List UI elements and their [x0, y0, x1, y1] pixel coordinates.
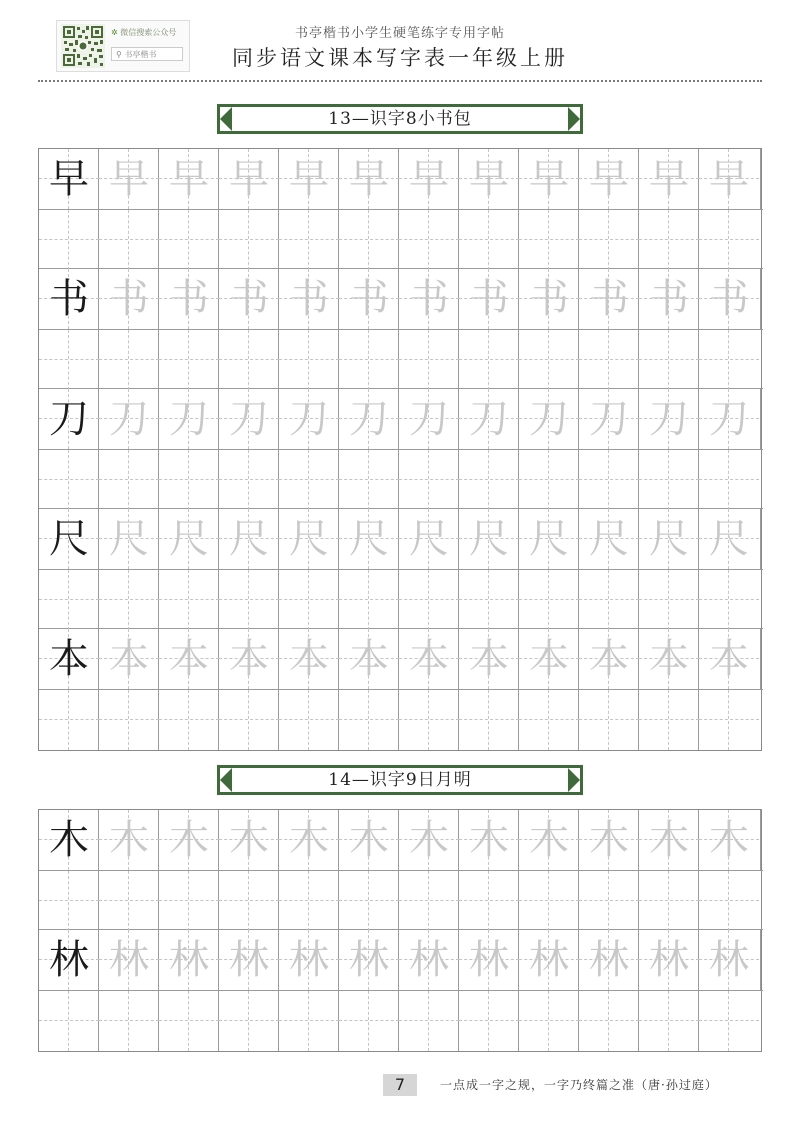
trace-character: 刀 [109, 396, 149, 442]
trace-character: 林 [649, 937, 689, 983]
practice-grid-2 [38, 809, 762, 1052]
trace-character-cell [519, 930, 579, 990]
blank-writing-cell[interactable] [579, 330, 639, 390]
blank-writing-cell[interactable] [519, 570, 579, 630]
model-character: 本 [49, 636, 89, 682]
trace-character: 书 [469, 276, 509, 322]
blank-writing-cell[interactable] [519, 991, 579, 1051]
trace-character-cell [159, 509, 219, 569]
trace-character-cell [159, 810, 219, 870]
blank-writing-cell[interactable] [579, 991, 639, 1051]
blank-writing-cell[interactable] [639, 991, 699, 1051]
trace-character: 木 [709, 817, 749, 863]
trace-character-cell [459, 930, 519, 990]
blank-writing-cell[interactable] [279, 330, 339, 390]
trace-character: 刀 [349, 396, 389, 442]
blank-writing-cell[interactable] [459, 871, 519, 931]
trace-character: 木 [229, 817, 269, 863]
trace-character: 早 [169, 156, 209, 202]
section-heading: 14—识字9日月明 [328, 770, 472, 790]
practice-row [39, 810, 761, 930]
trace-character: 尺 [529, 516, 569, 562]
blank-writing-cell[interactable] [639, 871, 699, 931]
trace-character: 林 [229, 937, 269, 983]
model-character: 书 [49, 276, 89, 322]
trace-character: 林 [529, 937, 569, 983]
trace-character-cell [339, 389, 399, 449]
trace-character-cell [399, 269, 459, 329]
blank-writing-cell[interactable] [219, 570, 279, 630]
trace-character-cell [399, 930, 459, 990]
blank-writing-cell[interactable] [339, 450, 399, 510]
trace-character: 木 [409, 817, 449, 863]
wechat-label [111, 27, 176, 38]
blank-writing-cell[interactable] [99, 450, 159, 510]
trace-character: 刀 [289, 396, 329, 442]
blank-writing-cell[interactable] [339, 570, 399, 630]
trace-character: 本 [289, 636, 329, 682]
trace-character-cell [99, 930, 159, 990]
trace-character-cell [399, 389, 459, 449]
trace-character-cell [159, 930, 219, 990]
blank-writing-cell[interactable] [579, 690, 639, 750]
blank-writing-cell[interactable] [639, 690, 699, 750]
page-header [0, 0, 800, 84]
trace-character-cell [639, 629, 699, 689]
search-icon: ⚲ [116, 50, 122, 59]
trace-character: 木 [169, 817, 209, 863]
trace-character: 木 [649, 817, 689, 863]
trace-character: 早 [469, 156, 509, 202]
trace-character-cell [159, 629, 219, 689]
trace-character: 书 [709, 276, 749, 322]
trace-character: 木 [349, 817, 389, 863]
trace-character: 本 [529, 636, 569, 682]
practice-row [39, 629, 761, 749]
trace-character: 木 [109, 817, 149, 863]
trace-character-cell [219, 930, 279, 990]
page-number: 7 [383, 1074, 417, 1096]
trace-character: 本 [409, 636, 449, 682]
blank-writing-cell[interactable] [639, 570, 699, 630]
footer-quote: 一点成一字之规，一字乃终篇之准（唐·孙过庭） [440, 1078, 718, 1092]
blank-writing-cell[interactable] [159, 871, 219, 931]
trace-character-cell [519, 810, 579, 870]
section-banner-2 [217, 765, 583, 795]
trace-character: 刀 [469, 396, 509, 442]
blank-writing-cell[interactable] [279, 210, 339, 270]
blank-writing-cell[interactable] [279, 570, 339, 630]
blank-writing-cell[interactable] [339, 690, 399, 750]
trace-character-cell [699, 930, 761, 990]
blank-writing-cell[interactable] [339, 871, 399, 931]
trace-character-cell [519, 629, 579, 689]
trace-character-cell [219, 149, 279, 209]
trace-character-cell [99, 149, 159, 209]
trace-character: 木 [469, 817, 509, 863]
practice-row [39, 930, 761, 1050]
blank-writing-row [39, 569, 763, 629]
blank-writing-cell[interactable] [279, 871, 339, 931]
blank-writing-cell[interactable] [159, 690, 219, 750]
trace-character-cell [579, 629, 639, 689]
blank-writing-row [39, 329, 763, 389]
blank-writing-cell[interactable] [159, 210, 219, 270]
trace-character-cell [579, 389, 639, 449]
blank-writing-cell[interactable] [519, 450, 579, 510]
model-character: 刀 [49, 396, 89, 442]
wechat-label-text: 微信搜索公众号 [120, 28, 177, 37]
trace-character: 木 [529, 817, 569, 863]
trace-character: 尺 [469, 516, 509, 562]
blank-writing-cell[interactable] [219, 450, 279, 510]
trace-character: 林 [469, 937, 509, 983]
blank-writing-cell[interactable] [519, 871, 579, 931]
practice-grid-1 [38, 148, 762, 751]
blank-writing-row [39, 870, 763, 930]
trace-character: 林 [409, 937, 449, 983]
blank-writing-cell[interactable] [699, 330, 759, 390]
blank-writing-cell[interactable] [279, 991, 339, 1051]
blank-writing-cell[interactable] [399, 450, 459, 510]
blank-writing-cell[interactable] [279, 450, 339, 510]
trace-character: 木 [589, 817, 629, 863]
trace-character-cell [279, 149, 339, 209]
wechat-logo-icon: ✲ [111, 28, 118, 37]
page-title: 同步语文课本写字表一年级上册 [232, 46, 568, 70]
trace-character: 本 [649, 636, 689, 682]
practice-row [39, 389, 761, 509]
trace-character-cell [699, 509, 761, 569]
blank-writing-cell[interactable] [519, 330, 579, 390]
trace-character: 尺 [589, 516, 629, 562]
blank-writing-cell[interactable] [699, 210, 759, 270]
blank-writing-cell[interactable] [219, 991, 279, 1051]
blank-writing-row [39, 689, 763, 749]
trace-character-cell [279, 810, 339, 870]
trace-character: 刀 [589, 396, 629, 442]
trace-character-cell [219, 629, 279, 689]
trace-character-cell [519, 509, 579, 569]
trace-character: 本 [169, 636, 209, 682]
trace-character-cell [399, 509, 459, 569]
blank-writing-cell[interactable] [699, 690, 759, 750]
blank-writing-cell[interactable] [459, 450, 519, 510]
practice-row [39, 269, 761, 389]
blank-writing-cell[interactable] [99, 991, 159, 1051]
trace-character: 林 [289, 937, 329, 983]
model-character-cell [39, 389, 99, 449]
blank-writing-cell[interactable] [219, 690, 279, 750]
blank-writing-cell[interactable] [99, 210, 159, 270]
blank-writing-cell[interactable] [699, 991, 759, 1051]
model-character-cell [39, 629, 99, 689]
trace-character: 本 [229, 636, 269, 682]
trace-character: 书 [409, 276, 449, 322]
trace-character-cell [159, 389, 219, 449]
blank-writing-cell[interactable] [279, 690, 339, 750]
trace-character: 尺 [229, 516, 269, 562]
trace-character: 木 [289, 817, 329, 863]
trace-character: 书 [589, 276, 629, 322]
trace-character-cell [339, 810, 399, 870]
trace-character-cell [459, 269, 519, 329]
trace-character: 书 [229, 276, 269, 322]
trace-character-cell [339, 509, 399, 569]
trace-character: 尺 [649, 516, 689, 562]
trace-character-cell [339, 269, 399, 329]
page-subtitle: 书亭楷书小学生硬笔练字专用字帖 [294, 26, 505, 41]
blank-writing-cell[interactable] [159, 330, 219, 390]
blank-writing-cell[interactable] [159, 450, 219, 510]
trace-character: 早 [409, 156, 449, 202]
blank-writing-cell[interactable] [39, 991, 99, 1051]
trace-character: 早 [289, 156, 329, 202]
model-character: 早 [49, 156, 89, 202]
trace-character: 书 [349, 276, 389, 322]
trace-character-cell [279, 509, 339, 569]
trace-character-cell [639, 149, 699, 209]
trace-character: 尺 [349, 516, 389, 562]
trace-character: 早 [349, 156, 389, 202]
blank-writing-cell[interactable] [39, 450, 99, 510]
blank-writing-cell[interactable] [639, 210, 699, 270]
trace-character: 尺 [289, 516, 329, 562]
trace-character: 尺 [409, 516, 449, 562]
trace-character-cell [639, 930, 699, 990]
blank-writing-cell[interactable] [399, 871, 459, 931]
blank-writing-cell[interactable] [399, 330, 459, 390]
trace-character-cell [99, 269, 159, 329]
blank-writing-cell[interactable] [339, 330, 399, 390]
trace-character-cell [399, 810, 459, 870]
trace-character: 尺 [109, 516, 149, 562]
trace-character-cell [639, 269, 699, 329]
trace-character-cell [459, 509, 519, 569]
blank-writing-cell[interactable] [579, 450, 639, 510]
trace-character-cell [699, 810, 761, 870]
trace-character-cell [699, 269, 761, 329]
trace-character-cell [519, 149, 579, 209]
trace-character-cell [279, 269, 339, 329]
trace-character: 刀 [649, 396, 689, 442]
blank-writing-cell[interactable] [99, 330, 159, 390]
blank-writing-cell[interactable] [39, 690, 99, 750]
model-character-cell [39, 269, 99, 329]
trace-character: 林 [169, 937, 209, 983]
trace-character: 林 [349, 937, 389, 983]
trace-character-cell [159, 269, 219, 329]
blank-writing-cell[interactable] [339, 991, 399, 1051]
blank-writing-cell[interactable] [159, 570, 219, 630]
trace-character: 本 [709, 636, 749, 682]
trace-character-cell [699, 149, 761, 209]
blank-writing-cell[interactable] [219, 210, 279, 270]
trace-character: 早 [529, 156, 569, 202]
trace-character-cell [519, 269, 579, 329]
blank-writing-cell[interactable] [399, 570, 459, 630]
blank-writing-cell[interactable] [579, 570, 639, 630]
trace-character: 书 [169, 276, 209, 322]
model-character-cell [39, 810, 99, 870]
blank-writing-cell[interactable] [519, 210, 579, 270]
trace-character-cell [699, 389, 761, 449]
trace-character: 早 [649, 156, 689, 202]
blank-writing-cell[interactable] [699, 450, 759, 510]
trace-character-cell [219, 509, 279, 569]
blank-writing-cell[interactable] [579, 871, 639, 931]
blank-writing-cell[interactable] [219, 871, 279, 931]
trace-character: 刀 [529, 396, 569, 442]
blank-writing-cell[interactable] [579, 210, 639, 270]
trace-character-cell [339, 930, 399, 990]
blank-writing-cell[interactable] [399, 210, 459, 270]
trace-character: 林 [589, 937, 629, 983]
trace-character: 刀 [409, 396, 449, 442]
blank-writing-row [39, 449, 763, 509]
blank-writing-cell[interactable] [159, 991, 219, 1051]
trace-character-cell [219, 810, 279, 870]
model-character: 木 [49, 817, 89, 863]
blank-writing-cell[interactable] [99, 690, 159, 750]
trace-character: 早 [709, 156, 749, 202]
blank-writing-cell[interactable] [699, 570, 759, 630]
blank-writing-cell[interactable] [399, 991, 459, 1051]
qr-code-icon [61, 24, 105, 68]
section-banner-1 [217, 104, 583, 134]
model-character-cell [39, 509, 99, 569]
blank-writing-cell[interactable] [399, 690, 459, 750]
trace-character-cell [459, 149, 519, 209]
wechat-search-box [111, 47, 183, 61]
trace-character: 林 [709, 937, 749, 983]
model-character-cell [39, 149, 99, 209]
trace-character: 书 [529, 276, 569, 322]
trace-character-cell [519, 389, 579, 449]
trace-character-cell [339, 629, 399, 689]
blank-writing-cell[interactable] [39, 330, 99, 390]
blank-writing-cell[interactable] [39, 570, 99, 630]
trace-character-cell [99, 810, 159, 870]
trace-character: 林 [109, 937, 149, 983]
trace-character-cell [399, 149, 459, 209]
blank-writing-cell[interactable] [339, 210, 399, 270]
practice-row [39, 149, 761, 269]
trace-character-cell [399, 629, 459, 689]
trace-character: 刀 [709, 396, 749, 442]
trace-character: 尺 [169, 516, 209, 562]
trace-character-cell [279, 930, 339, 990]
blank-writing-cell[interactable] [459, 210, 519, 270]
trace-character-cell [339, 149, 399, 209]
trace-character-cell [99, 389, 159, 449]
section-heading: 13—识字8小书包 [328, 109, 472, 129]
trace-character: 早 [109, 156, 149, 202]
trace-character-cell [279, 389, 339, 449]
trace-character: 书 [109, 276, 149, 322]
model-character: 林 [49, 937, 89, 983]
blank-writing-cell[interactable] [99, 871, 159, 931]
trace-character: 本 [349, 636, 389, 682]
trace-character-cell [579, 269, 639, 329]
trace-character-cell [99, 629, 159, 689]
blank-writing-cell[interactable] [39, 871, 99, 931]
blank-writing-cell[interactable] [699, 871, 759, 931]
trace-character: 书 [649, 276, 689, 322]
blank-writing-cell[interactable] [39, 210, 99, 270]
blank-writing-row [39, 990, 763, 1050]
model-character: 尺 [49, 516, 89, 562]
search-text: 书亭楷书 [124, 50, 157, 59]
blank-writing-cell[interactable] [459, 991, 519, 1051]
trace-character-cell [459, 810, 519, 870]
blank-writing-cell[interactable] [459, 330, 519, 390]
blank-writing-cell[interactable] [639, 330, 699, 390]
blank-writing-cell[interactable] [519, 690, 579, 750]
trace-character: 本 [109, 636, 149, 682]
trace-character-cell [579, 930, 639, 990]
trace-character: 本 [589, 636, 629, 682]
dotted-divider [38, 80, 762, 82]
blank-writing-row [39, 209, 763, 269]
blank-writing-cell[interactable] [219, 330, 279, 390]
trace-character-cell [459, 389, 519, 449]
blank-writing-cell[interactable] [99, 570, 159, 630]
trace-character-cell [579, 810, 639, 870]
blank-writing-cell[interactable] [459, 570, 519, 630]
trace-character-cell [99, 509, 159, 569]
trace-character: 书 [289, 276, 329, 322]
trace-character: 本 [469, 636, 509, 682]
trace-character: 刀 [169, 396, 209, 442]
trace-character-cell [639, 509, 699, 569]
trace-character-cell [579, 509, 639, 569]
trace-character: 刀 [229, 396, 269, 442]
trace-character-cell [699, 629, 761, 689]
trace-character-cell [459, 629, 519, 689]
blank-writing-cell[interactable] [639, 450, 699, 510]
trace-character-cell [639, 389, 699, 449]
trace-character-cell [219, 389, 279, 449]
trace-character: 尺 [709, 516, 749, 562]
blank-writing-cell[interactable] [459, 690, 519, 750]
practice-row [39, 509, 761, 629]
trace-character-cell [639, 810, 699, 870]
trace-character-cell [219, 269, 279, 329]
trace-character: 早 [589, 156, 629, 202]
model-character-cell [39, 930, 99, 990]
wechat-qr-card [56, 20, 190, 72]
trace-character-cell [579, 149, 639, 209]
trace-character-cell [159, 149, 219, 209]
trace-character: 早 [229, 156, 269, 202]
trace-character-cell [279, 629, 339, 689]
